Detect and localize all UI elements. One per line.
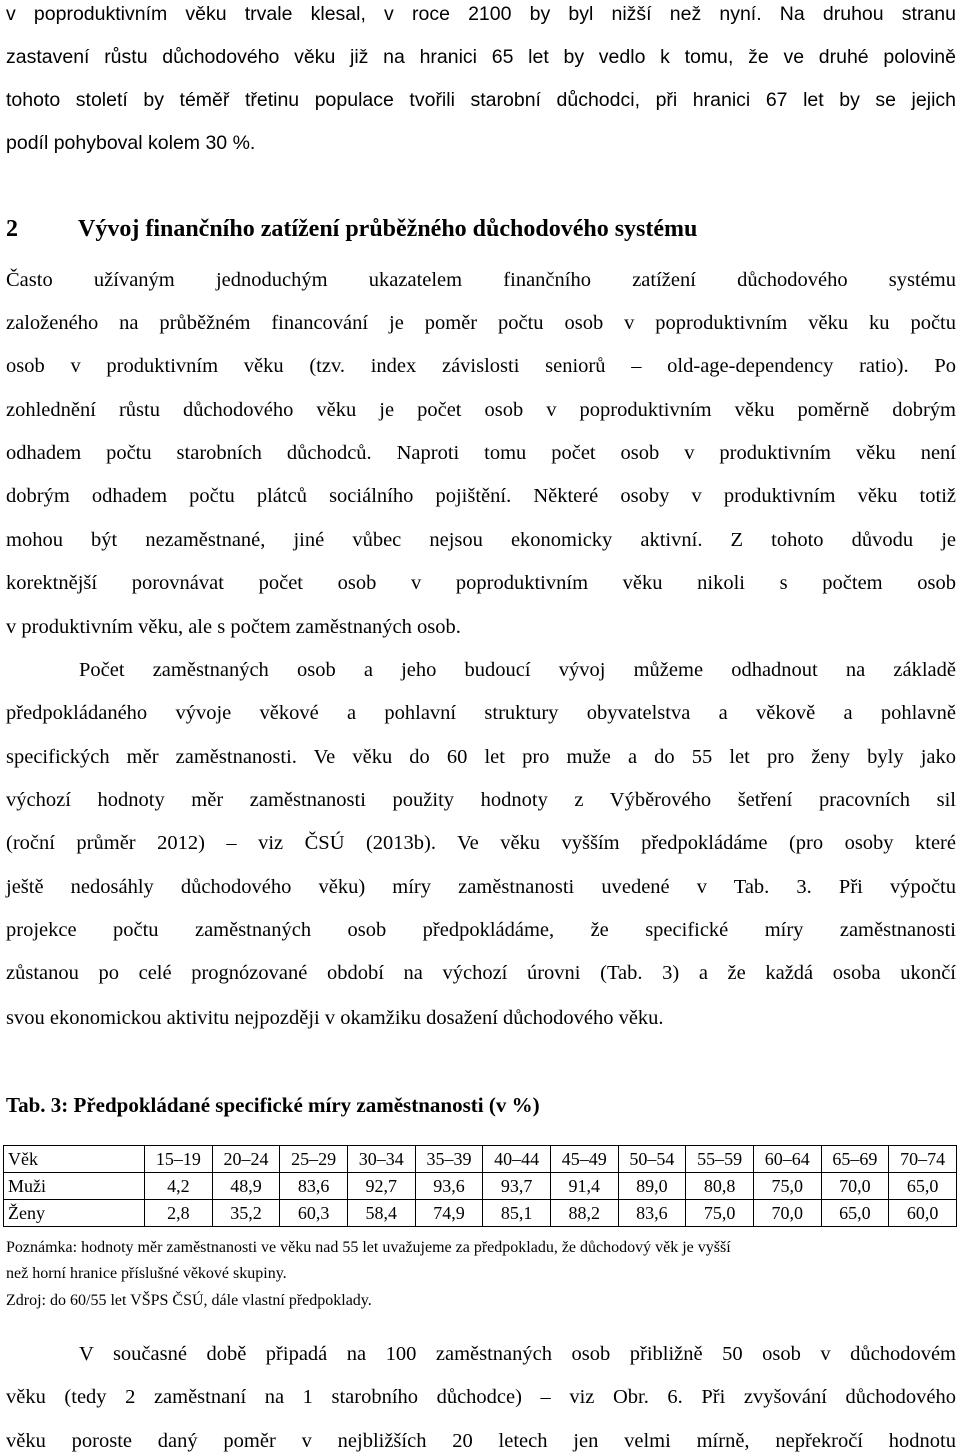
text-line: Počet zaměstnaných osob a jeho budoucí vývoj můžeme odhadnout na základě bbox=[79, 659, 956, 681]
table-cell: 35,2 bbox=[212, 1200, 280, 1227]
table-caption bbox=[6, 1090, 540, 1120]
text-line: založeného na průběžném financování je poměr počtu osob v poproduktivním věku ku počtu bbox=[6, 312, 956, 334]
text-line: zohlednění růstu důchodového věku je počet osob v poproduktivním věku poměrně dobrým bbox=[6, 399, 956, 421]
table-cell: 60,3 bbox=[280, 1200, 348, 1227]
table-row bbox=[4, 1173, 957, 1200]
table-cell: 93,6 bbox=[415, 1173, 483, 1200]
table-title: Předpokládané specifické míry zaměstnanosti (v %) bbox=[73, 1093, 540, 1117]
table-header-cell: 45–49 bbox=[550, 1146, 618, 1173]
table-cell: 83,6 bbox=[618, 1200, 686, 1227]
text-line: svou ekonomickou aktivitu nejpozději v okamžiku dosažení důchodového věku. bbox=[6, 1007, 664, 1029]
table-cell: 93,7 bbox=[483, 1173, 551, 1200]
table-cell: 60,0 bbox=[889, 1200, 957, 1227]
table-row-label: Ženy bbox=[4, 1200, 145, 1227]
table-note: než horní hranice příslušné věkové skupiny. bbox=[6, 1265, 287, 1282]
table-cell: 80,8 bbox=[686, 1173, 754, 1200]
table-cell: 85,1 bbox=[483, 1200, 551, 1227]
table-cell: 48,9 bbox=[212, 1173, 280, 1200]
table-cell: 2,8 bbox=[145, 1200, 213, 1227]
section-title: Vývoj finančního zatížení průběžného důchodového systému bbox=[78, 216, 698, 242]
table-source: Zdroj: do 60/55 let VŠPS ČSÚ, dále vlastní předpoklady. bbox=[6, 1292, 372, 1309]
table-header-cell: 65–69 bbox=[821, 1146, 889, 1173]
text-line: dobrým odhadem počtu plátců sociálního pojištění. Některé osoby v produktivním věku totiž bbox=[6, 485, 956, 507]
text-line: Často užívaným jednoduchým ukazatelem finančního zatížení důchodového systému bbox=[6, 269, 956, 291]
table-header-cell: 40–44 bbox=[483, 1146, 551, 1173]
text-line: v poproduktivním věku trvale klesal, v roce 2100 by byl nižší než nyní. Na druhou stranu bbox=[6, 3, 956, 25]
table-cell: 89,0 bbox=[618, 1173, 686, 1200]
table-header-cell: 60–64 bbox=[753, 1146, 821, 1173]
text-line: projekce počtu zaměstnaných osob předpokládáme, že specifické míry zaměstnanosti bbox=[6, 919, 956, 941]
table-header-cell: 20–24 bbox=[212, 1146, 280, 1173]
text-line: předpokládaného vývoje věkové a pohlavní struktury obyvatelstva a věkově a pohlavně bbox=[6, 702, 956, 724]
table-cell: 92,7 bbox=[347, 1173, 415, 1200]
table-header-cell: 50–54 bbox=[618, 1146, 686, 1173]
table-header-cell: Věk bbox=[4, 1146, 145, 1173]
table-row-label: Muži bbox=[4, 1173, 145, 1200]
table-header-cell: 25–29 bbox=[280, 1146, 348, 1173]
text-line: ještě nedosáhly důchodového věku) míry zaměstnanosti uvedené v Tab. 3. Při výpočtu bbox=[6, 876, 956, 898]
text-line: osob v produktivním věku (tzv. index závislosti seniorů – old-age-dependency ratio). Po bbox=[6, 355, 956, 377]
table-cell: 4,2 bbox=[145, 1173, 213, 1200]
text-line: věku poroste daný poměr v nejbližších 20 letech jen velmi mírně, nepřekročí hodnotu bbox=[6, 1430, 956, 1452]
text-line: mohou být nezaměstnané, jiné vůbec nejsou ekonomicky aktivní. Z tohoto důvodu je bbox=[6, 529, 956, 551]
table-cell: 75,0 bbox=[753, 1173, 821, 1200]
table-cell: 74,9 bbox=[415, 1200, 483, 1227]
text-line: odhadem počtu starobních důchodců. Naproti tomu počet osob v produktivním věku není bbox=[6, 442, 956, 464]
table-cell: 91,4 bbox=[550, 1173, 618, 1200]
table-header-cell: 30–34 bbox=[347, 1146, 415, 1173]
table-header-cell: 70–74 bbox=[889, 1146, 957, 1173]
text-line: podíl pohyboval kolem 30 %. bbox=[6, 132, 256, 154]
section-number: 2 bbox=[6, 216, 18, 242]
table-cell: 70,0 bbox=[821, 1173, 889, 1200]
text-line: věku (tedy 2 zaměstnaní na 1 starobního důchodce) – viz Obr. 6. Při zvyšování důchodového bbox=[6, 1386, 956, 1408]
table-header-cell: 15–19 bbox=[145, 1146, 213, 1173]
table-cell: 65,0 bbox=[821, 1200, 889, 1227]
table-cell: 58,4 bbox=[347, 1200, 415, 1227]
table-cell: 65,0 bbox=[889, 1173, 957, 1200]
text-line: zůstanou po celé prognózované období na výchozí úrovni (Tab. 3) a že každá osoba ukončí bbox=[6, 962, 956, 984]
table-header-cell: 55–59 bbox=[686, 1146, 754, 1173]
section-heading bbox=[6, 212, 697, 246]
text-line: V současné době připadá na 100 zaměstnaných osob přibližně 50 osob v důchodovém bbox=[79, 1343, 956, 1365]
text-line: (roční průměr 2012) – viz ČSÚ (2013b). Ve věku vyšším předpokládáme (pro osoby které bbox=[6, 832, 956, 854]
table-header-row bbox=[4, 1146, 957, 1173]
text-line: tohoto století by téměř třetinu populace tvořili starobní důchodci, při hranici 67 let by se jejich bbox=[6, 89, 956, 111]
employment-rate-table bbox=[3, 1145, 957, 1227]
text-line: výchozí hodnoty měr zaměstnanosti použity hodnoty z Výběrového šetření pracovních sil bbox=[6, 789, 956, 811]
text-line: korektnější porovnávat počet osob v poproduktivním věku nikoli s počtem osob bbox=[6, 572, 956, 594]
text-line: zastavení růstu důchodového věku již na hranici 65 let by vedlo k tomu, že ve druhé polovině bbox=[6, 46, 956, 68]
table-note: Poznámka: hodnoty měr zaměstnanosti ve věku nad 55 let uvažujeme za předpokladu, že důchodový věk je vyšší bbox=[6, 1239, 731, 1256]
text-line: v produktivním věku, ale s počtem zaměstnaných osob. bbox=[6, 616, 461, 638]
table-header-cell: 35–39 bbox=[415, 1146, 483, 1173]
text-line: specifických měr zaměstnanosti. Ve věku do 60 let pro muže a do 55 let pro ženy byly jako bbox=[6, 746, 956, 768]
table-label: Tab. 3: bbox=[6, 1093, 69, 1117]
table-cell: 75,0 bbox=[686, 1200, 754, 1227]
table-cell: 83,6 bbox=[280, 1173, 348, 1200]
table-row bbox=[4, 1200, 957, 1227]
table-cell: 70,0 bbox=[753, 1200, 821, 1227]
table-cell: 88,2 bbox=[550, 1200, 618, 1227]
